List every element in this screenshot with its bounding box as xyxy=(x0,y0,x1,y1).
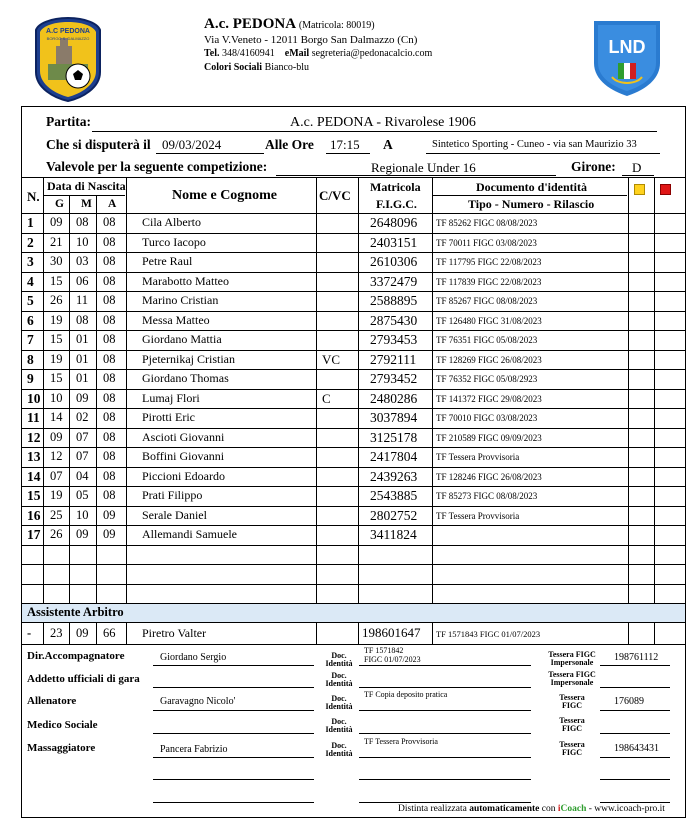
logo-text-top: A.C PEDONA xyxy=(46,28,90,35)
player-name: Turco Iacopo xyxy=(142,234,206,249)
club-address: Via V.Veneto - 12011 Borgo San Dalmazzo (Cn) xyxy=(204,34,418,46)
lineup-form xyxy=(21,106,686,818)
assistant-label: Assistente Arbitro xyxy=(27,605,124,619)
player-name: Pirotti Eric xyxy=(142,410,195,424)
header-g: G xyxy=(55,198,64,210)
player-a: 08 xyxy=(103,332,116,346)
colors-label: Colori Sociali xyxy=(204,62,263,73)
player-m: 07 xyxy=(76,449,89,463)
header-a: A xyxy=(108,198,117,210)
allenatore-name: Garavagno Nicolo' xyxy=(160,696,236,707)
massaggiatore-label: Massaggiatore xyxy=(27,742,96,754)
player-mat: 2403151 xyxy=(370,234,418,250)
player-g: 26 xyxy=(50,293,63,307)
player-g: 15 xyxy=(50,332,63,346)
player-name: Pjeternikaj Cristian xyxy=(142,351,235,366)
player-m: 02 xyxy=(76,410,89,424)
header-m: M xyxy=(81,198,92,210)
accomp-tess: 198761112 xyxy=(614,652,659,663)
time-value: 17:15 xyxy=(330,137,360,152)
player-g: 10 xyxy=(50,390,63,405)
time-label: Alle Ore xyxy=(265,137,314,152)
player-doc: TF 85273 FIGC 08/08/2023 xyxy=(436,491,538,501)
player-g: 15 xyxy=(50,273,63,288)
player-g: 15 xyxy=(50,371,63,385)
player-name: Boffini Giovanni xyxy=(142,449,225,463)
massaggiatore-name: Pancera Fabrizio xyxy=(160,744,228,755)
player-n: 5 xyxy=(27,293,34,308)
accomp-label: Dir.Accompagnatore xyxy=(27,650,125,662)
footer-brand-coach: Coach xyxy=(560,804,587,814)
player-a: 08 xyxy=(103,488,116,502)
player-mat: 2802752 xyxy=(370,507,418,523)
allenatore-doc-label: Doc. Identità xyxy=(325,694,353,711)
player-mat: 2480286 xyxy=(370,390,418,406)
accomp-tess-label: Tessera FIGC Impersonale xyxy=(548,650,596,667)
player-g: 07 xyxy=(50,468,63,483)
accomp-doc-2: FIGC 01/07/2023 xyxy=(364,655,421,664)
girone-value: D xyxy=(632,160,642,175)
player-n: 6 xyxy=(27,312,34,328)
player-name: Marabotto Matteo xyxy=(142,273,229,288)
player-n: 8 xyxy=(27,351,34,367)
player-name: Prati Filippo xyxy=(142,488,203,502)
allenatore-tess: 176089 xyxy=(614,696,644,707)
player-doc: TF 76351 FIGC 05/08/2023 xyxy=(436,335,538,345)
player-m: 10 xyxy=(76,507,89,522)
accomp-name: Giordano Sergio xyxy=(160,652,227,663)
accomp-doc-1: TF 1571842 xyxy=(364,646,404,655)
player-mat: 2792111 xyxy=(370,351,417,367)
header-birth: Data di Nascita xyxy=(47,179,126,193)
player-n: 17 xyxy=(27,527,41,542)
header-matricola: Matricola xyxy=(370,180,421,194)
player-m: 04 xyxy=(76,468,89,483)
player-mat: 2417804 xyxy=(370,449,418,464)
competition-label: Valevole per la seguente competizione: xyxy=(46,159,268,174)
player-g: 25 xyxy=(50,507,63,522)
player-n: 13 xyxy=(27,449,41,464)
player-n: 4 xyxy=(27,273,34,289)
player-m: 03 xyxy=(76,254,89,268)
player-doc: TF 70010 FIGC 03/08/2023 xyxy=(436,413,538,423)
club-logo xyxy=(34,16,102,102)
player-cvc: C xyxy=(322,390,331,406)
player-a: 08 xyxy=(103,390,116,405)
club-colors: Bianco-blu xyxy=(264,62,309,73)
player-n: 16 xyxy=(27,507,41,523)
player-mat: 2875430 xyxy=(370,312,418,328)
logo-text-sub: BORGO S. DALMAZZO xyxy=(46,36,90,41)
player-m: 09 xyxy=(76,527,89,541)
player-name: Serale Daniel xyxy=(142,507,207,522)
player-doc: TF 76352 FIGC 05/08/2923 xyxy=(436,374,538,384)
medico-tess-label: Tessera FIGC xyxy=(559,716,585,733)
player-doc: TF 117795 FIGC 22/08/2023 xyxy=(436,257,542,267)
player-g: 19 xyxy=(50,351,63,366)
assistant-name: Piretro Valter xyxy=(142,626,207,640)
player-m: 07 xyxy=(76,429,89,444)
player-mat: 3372479 xyxy=(370,273,418,289)
player-g: 21 xyxy=(50,234,63,249)
player-a: 08 xyxy=(103,468,116,483)
player-m: 06 xyxy=(76,273,89,288)
player-name: Giordano Mattia xyxy=(142,332,222,346)
assistant-g: 23 xyxy=(50,626,63,640)
lnd-logo xyxy=(592,19,662,97)
header-figc: F.I.G.C. xyxy=(376,197,417,211)
player-doc: TF 70011 FIGC 03/08/2023 xyxy=(436,237,537,248)
player-a: 08 xyxy=(103,215,116,229)
player-a: 08 xyxy=(103,273,116,288)
player-n: 1 xyxy=(27,215,34,230)
player-m: 10 xyxy=(76,234,89,249)
allenatore-doc: TF Copia deposito pratica xyxy=(364,690,448,699)
email-label: eMail xyxy=(284,48,310,59)
massaggiatore-tess: 198643431 xyxy=(614,743,659,754)
player-a: 08 xyxy=(103,234,116,249)
player-a: 08 xyxy=(103,429,116,444)
girone-label: Girone: xyxy=(571,159,616,174)
player-mat: 3037894 xyxy=(370,410,418,425)
player-a: 08 xyxy=(103,254,116,268)
player-mat: 3411824 xyxy=(370,527,417,542)
player-m: 09 xyxy=(76,390,89,405)
allenatore-tess-label: Tessera FIGC xyxy=(559,693,585,710)
place-label: A xyxy=(383,137,393,152)
header-cvc: C/VC xyxy=(319,188,351,203)
player-mat: 2648096 xyxy=(370,215,418,230)
player-doc: TF 128269 FIGC 26/08/2023 xyxy=(436,354,542,365)
player-a: 08 xyxy=(103,410,116,424)
player-doc: TF 117839 FIGC 22/08/2023 xyxy=(436,276,542,287)
player-mat: 2793452 xyxy=(370,371,418,386)
player-a: 08 xyxy=(103,351,116,366)
allenatore-label: Allenatore xyxy=(27,695,77,707)
player-a: 08 xyxy=(103,293,116,307)
player-g: 26 xyxy=(50,527,63,541)
player-mat: 2793453 xyxy=(370,332,418,347)
player-n: 10 xyxy=(27,390,41,406)
player-m: 01 xyxy=(76,351,89,366)
player-doc: TF 85267 FIGC 08/08/2023 xyxy=(436,296,538,306)
footer-text-1: Distinta realizzata xyxy=(398,804,470,814)
partita-label: Partita: xyxy=(46,114,91,129)
medico-label: Medico Sociale xyxy=(27,719,98,731)
club-name: A.c. PEDONA xyxy=(204,16,297,32)
player-a: 08 xyxy=(103,312,116,327)
assistant-m: 09 xyxy=(76,626,89,640)
player-m: 01 xyxy=(76,332,89,346)
player-doc: TF 128246 FIGC 26/08/2023 xyxy=(436,471,542,482)
footer-text-3: con xyxy=(539,804,558,814)
medico-doc-label: Doc. Identità xyxy=(325,717,353,734)
header-name: Nome e Cognome xyxy=(172,188,277,203)
player-mat: 2543885 xyxy=(370,488,418,503)
footer-credit xyxy=(398,804,665,814)
header-n: N. xyxy=(27,189,40,204)
player-n: 12 xyxy=(27,429,41,445)
player-n: 3 xyxy=(27,254,34,269)
player-a: 08 xyxy=(103,449,116,463)
player-doc: TF 210589 FIGC 09/09/2023 xyxy=(436,432,542,443)
massaggiatore-tess-label: Tessera FIGC xyxy=(559,740,585,757)
club-email: segreteria@pedonacalcio.com xyxy=(311,48,433,59)
date-value: 09/03/2024 xyxy=(162,137,222,152)
tel-label: Tel. xyxy=(204,48,220,59)
yellow-card-icon xyxy=(634,184,645,195)
player-g: 30 xyxy=(50,254,63,268)
player-g: 09 xyxy=(50,215,63,229)
red-card-icon xyxy=(660,184,671,195)
addetto-label: Addetto ufficiali di gara xyxy=(27,673,140,685)
player-g: 12 xyxy=(50,449,63,463)
player-mat: 2439263 xyxy=(370,468,418,484)
player-mat: 2588895 xyxy=(370,293,418,308)
player-n: 11 xyxy=(27,410,40,425)
date-label: Che si disputerà il xyxy=(46,137,151,152)
player-n: 9 xyxy=(27,371,34,386)
player-n: 2 xyxy=(27,234,34,250)
player-name: Piccioni Edoardo xyxy=(142,468,225,483)
player-name: Marino Cristian xyxy=(142,293,219,307)
addetto-tess-label: Tessera FIGC Impersonale xyxy=(548,670,596,687)
assistant-matricola: 198601647 xyxy=(362,625,421,640)
player-a: 09 xyxy=(103,507,116,522)
player-a: 08 xyxy=(103,371,116,385)
massaggiatore-doc: TF Tessera Provvisoria xyxy=(364,737,438,746)
player-m: 05 xyxy=(76,488,89,502)
footer-text-2: automaticamente xyxy=(469,804,540,814)
player-name: Giordano Thomas xyxy=(142,371,229,385)
player-m: 11 xyxy=(76,293,89,307)
assistant-doc: TF 1571843 FIGC 01/07/2023 xyxy=(436,629,541,639)
massaggiatore-doc-label: Doc. Identità xyxy=(325,741,353,758)
lnd-text: LND xyxy=(608,37,646,57)
club-matricola: (Matricola: 80019) xyxy=(298,20,375,31)
player-doc: TF 85262 FIGC 08/08/2023 xyxy=(436,218,538,228)
club-header xyxy=(204,17,432,75)
player-n: 7 xyxy=(27,332,34,347)
competition-value: Regionale Under 16 xyxy=(371,160,476,175)
player-doc: TF Tessera Provvisoria xyxy=(436,510,520,521)
player-g: 19 xyxy=(50,312,63,327)
player-n: 14 xyxy=(27,468,41,484)
header-doc-sub: Tipo - Numero - Rilascio xyxy=(468,197,595,211)
player-g: 14 xyxy=(50,410,63,424)
player-name: Allemandi Samuele xyxy=(142,527,237,541)
player-n: 15 xyxy=(27,488,41,503)
player-m: 08 xyxy=(76,312,89,327)
player-name: Ascioti Giovanni xyxy=(142,429,225,444)
player-doc: TF 126480 FIGC 31/08/2023 xyxy=(436,315,542,326)
player-cvc: VC xyxy=(322,351,341,367)
header-doc: Documento d'identità xyxy=(476,180,587,194)
player-doc: TF 141372 FIGC 29/08/2023 xyxy=(436,393,542,404)
footer-brand-i: i xyxy=(557,804,561,814)
partita-value: A.c. PEDONA - Rivarolese 1906 xyxy=(290,115,476,130)
accomp-doc-label: Doc. Identità xyxy=(325,651,353,668)
player-a: 09 xyxy=(103,527,116,541)
assistant-a: 66 xyxy=(103,626,116,640)
place-value: Sintetico Sporting - Cuneo - via san Maurizio 33 xyxy=(432,139,637,150)
footer-text-4: - www.icoach-pro.it xyxy=(586,804,665,814)
player-m: 01 xyxy=(76,371,89,385)
player-g: 19 xyxy=(50,488,63,502)
player-name: Lumaj Flori xyxy=(142,390,200,405)
player-name: Messa Matteo xyxy=(142,312,210,327)
player-name: Cila Alberto xyxy=(142,215,201,229)
addetto-doc-label: Doc. Identità xyxy=(325,671,353,688)
player-mat: 3125178 xyxy=(370,429,418,445)
player-name: Petre Raul xyxy=(142,254,193,268)
assistant-n: - xyxy=(27,626,32,640)
player-g: 09 xyxy=(50,429,63,444)
player-m: 08 xyxy=(76,215,89,229)
club-tel: 348/4160941 xyxy=(221,48,275,59)
player-doc: TF Tessera Provvisoria xyxy=(436,452,520,462)
player-mat: 2610306 xyxy=(370,254,418,269)
